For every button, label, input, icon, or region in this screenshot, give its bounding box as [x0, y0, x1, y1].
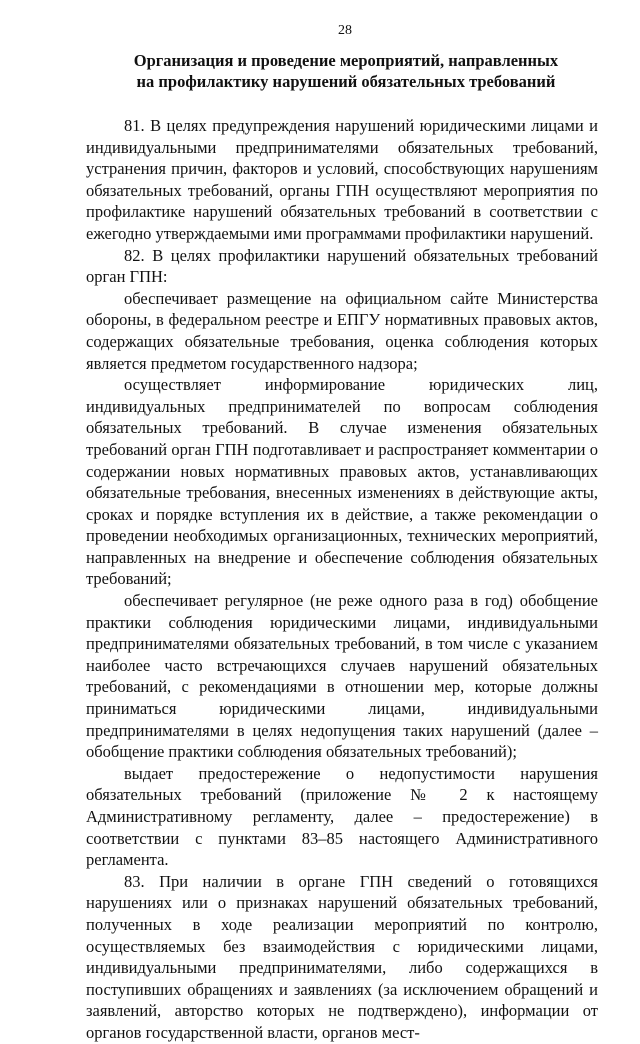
paragraph-83: 83. При наличии в органе ГПН сведений о готовящихся нарушениях или о признаках нарушений обязательных требований, полученных в ходе реализации мероприятий по контролю, осуществляемых без взаимодействия с юридическими лицами, индивидуальными предпринимателями, либо содержащихся в поступивших обращениях и заявлениях (за исключением обращений и заявлений, авторство которых не подтверждено), информации от органов государственной власти, органов мест-: [86, 871, 598, 1042]
section-title-line-2: на профилактику нарушений обязательных требований: [136, 72, 556, 91]
paragraph-82-item-1: обеспечивает размещение на официальном сайте Министерства обороны, в федеральном реестре и ЕПГУ нормативных правовых актов, содержащих обязательные требования, оценка соблюдения которых является предметом государственного надзора;: [86, 288, 598, 373]
scan-speck-icon: [208, 882, 228, 892]
paragraph-82-item-2: осуществляет информирование юридических лиц, индивидуальных предпринимателей по вопросам соблюдения обязательных требований. В случае изменения обязательных требований орган ГПН подготавливает и распространяет комментарии о содержании новых нормативных правовых актов, устанавливающих обязательные требования, внесенных изменениях в действующие акты, сроках и порядке вступления их в действие, а также рекомендации о проведении необходимых организационных, технических мероприятий, направленных на внедрение и обеспечение соблюдения обязательных требований;: [86, 375, 598, 589]
section-title: [86, 50, 598, 92]
page-number: 28: [338, 23, 352, 38]
section-title-line-1: Организация и проведение мероприятий, направленных: [133, 51, 559, 70]
paragraph-81: 81. В целях предупреждения нарушений юридическими лицами и индивидуальными предпринимателями обязательных требований, устранения причин, факторов и условий, способствующих нарушениям обязательных требований, органы ГПН осуществляют мероприятия по профилактике нарушений обязательных требований в соответствии с ежегодно утверждаемыми ими программами профилактики нарушений.: [86, 116, 598, 243]
paragraph-82: 82. В целях профилактики нарушений обязательных требований орган ГПН:: [86, 245, 598, 287]
paragraph-82-item-4: выдает предостережение о недопустимости нарушения обязательных требований (приложение № 2 к настоящему Административному регламенту, далее – предостережение) в соответствии с пунктами 83–85 настоящего Административного регламента.: [86, 763, 598, 870]
scan-speck-mark: [208, 882, 228, 892]
document-page: [86, 22, 598, 1044]
paragraph-82-item-3: обеспечивает регулярное (не реже одного раза в год) обобщение практики соблюдения юридическими лицами, индивидуальными предпринимателями обязательных требований, в том числе с указанием наиболее часто встречающихся случаев нарушений обязательных требований, с рекомендациями в отношении мер, которые должны приниматься юридическими лицами, индивидуальными предпринимателями в целях недопущения таких нарушений (далее – обобщение практики соблюдения обязательных требований);: [86, 591, 598, 762]
